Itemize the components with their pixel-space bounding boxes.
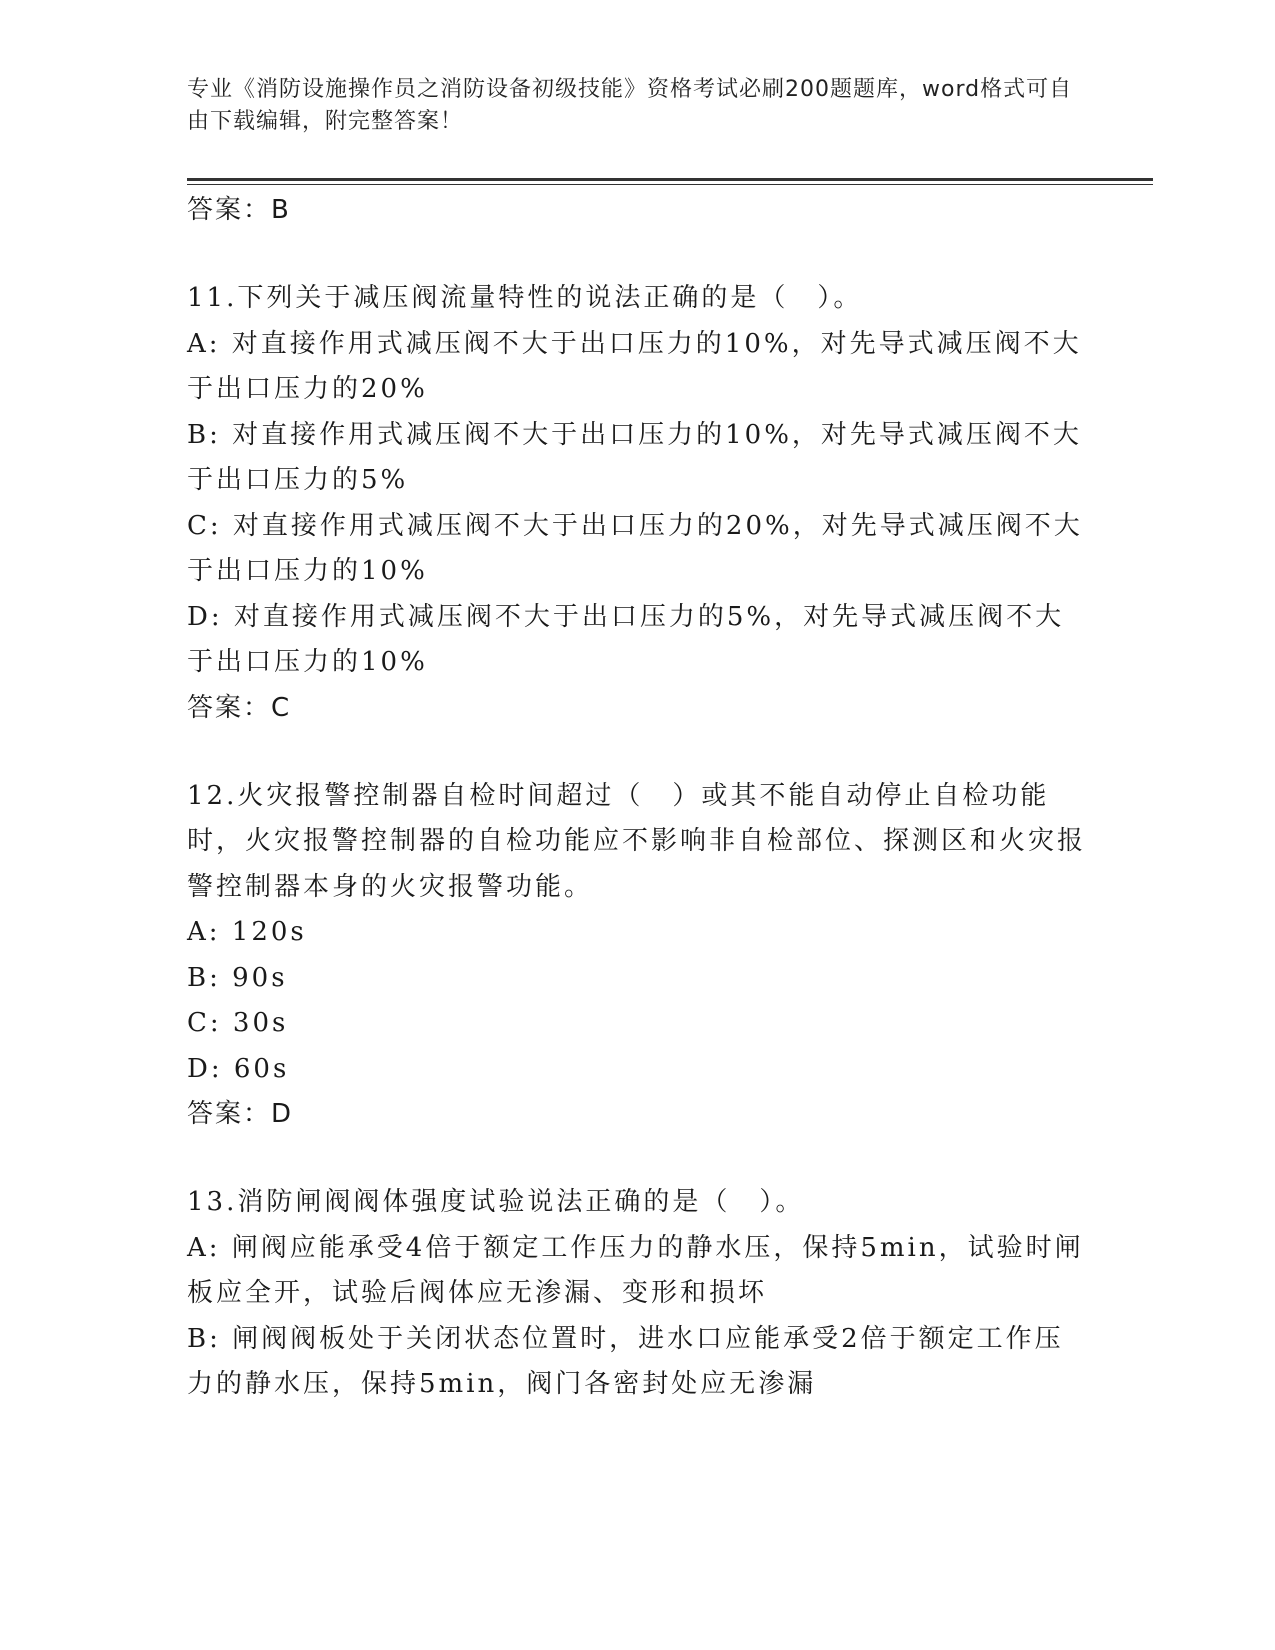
document-body <box>187 188 1087 1408</box>
question-block <box>187 276 1087 730</box>
option-c: C: 30s <box>187 1008 289 1038</box>
option-c: C: 对直接作用式减压阀不大于出口压力的20%，对先导式减压阀不大于出口压力的10% <box>187 510 1083 586</box>
page-header: 专业《消防设施操作员之消防设备初级技能》资格考试必刷200题题库，word格式可自由下载编辑，附完整答案！ <box>187 77 1073 134</box>
option-d: D: 对直接作用式减压阀不大于出口压力的5%，对先导式减压阀不大于出口压力的10% <box>187 601 1065 677</box>
header-rule-thin <box>187 184 1153 185</box>
option-b: B: 90s <box>187 962 288 993</box>
option-a: A: 120s <box>187 917 307 947</box>
question-stem: 11.下列关于减压阀流量特性的说法正确的是（ ）。 <box>187 283 863 313</box>
answer-line: 答案：B <box>187 195 291 225</box>
option-a: A: 对直接作用式减压阀不大于出口压力的10%，对先导式减压阀不大于出口压力的20% <box>187 328 1082 404</box>
spacer <box>187 1136 1087 1180</box>
option-b: B: 对直接作用式减压阀不大于出口压力的10%，对先导式减压阀不大于出口压力的5% <box>187 419 1082 495</box>
question-stem: 12.火灾报警控制器自检时间超过（ ）或其不能自动停止自检功能时，火灾报警控制器的自检功能应不影响非自检部位、探测区和火灾报警控制器本身的火灾报警功能。 <box>187 780 1087 902</box>
spacer <box>187 232 1087 276</box>
option-b: B: 闸阀阀板处于关闭状态位置时，进水口应能承受2倍于额定工作压力的静水压，保持5min，阀门各密封处应无渗漏 <box>187 1323 1064 1399</box>
header-rule-thick <box>187 178 1153 181</box>
question-block <box>187 1180 1087 1408</box>
option-a: A: 闸阀应能承受4倍于额定工作压力的静水压，保持5min，试验时闸板应全开，试验后阀体应无渗漏、变形和损坏 <box>187 1232 1084 1308</box>
answer-line: 答案：C <box>187 692 292 723</box>
question-block <box>187 774 1087 1137</box>
question-stem: 13.消防闸阀阀体强度试验说法正确的是（ ）。 <box>187 1187 805 1217</box>
spacer <box>187 730 1087 774</box>
option-d: D: 60s <box>187 1053 290 1084</box>
answer-line: 答案：D <box>187 1099 294 1129</box>
